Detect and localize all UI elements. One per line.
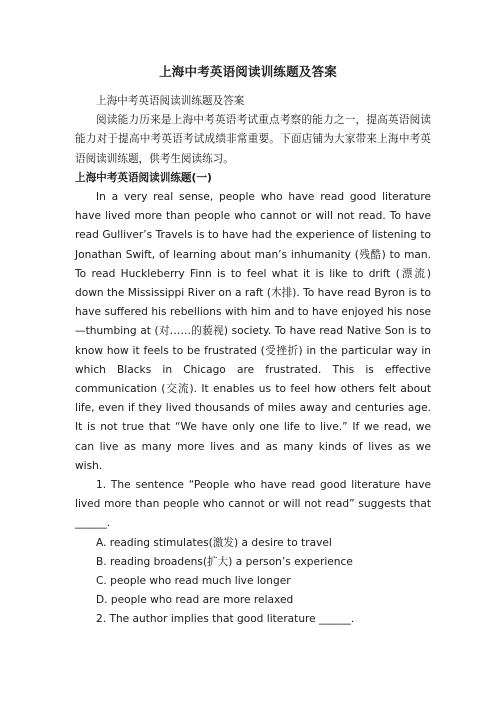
option-d: D. people who read are more relaxed	[96, 594, 294, 607]
option-a: A. reading stimulates(激发) a desire to travel	[96, 536, 332, 549]
question-2: 2. The author implies that good literature ______.	[96, 613, 355, 626]
reading-passage: In a very real sense, people who have read good literature have lived more than people who cannot or will not read. To have read Gulliver’s Travels is to have had the experience of listening to Jonathan Swift, of learning about man’s inhumanity (残酷) to man. To read Huckleberry Finn is to feel what it is like to drift (漂流) down the Mississippi River on a raft (木排). To have read Byron is to have suffered his rebellions with him and to have enjoyed his nose—thumbing at (对……的藐视) society. To have read Native Son is to know how it feels to be frustrated (受挫折) in the particular way in which Blacks in Chicago are frustrated. This is effective communication (交流). It enables us to feel how others felt about life, even if they lived thousands of miles away and centuries age. It is not true that “We have only one life to live.” If we read, we can live as many more lives and as many kinds of lives as we wish.	[75, 191, 431, 472]
intro-paragraph: 阅读能力历来是上海中考英语考试重点考察的能力之一，提高英语阅读能力对于提高中考英语考试成绩非常重要。下面店铺为大家带来上海中考英语阅读训练题，供考生阅读练习。	[75, 114, 431, 165]
document-subtitle: 上海中考英语阅读训练题及答案	[96, 95, 245, 107]
section-heading: 上海中考英语阅读训练题(一)	[75, 171, 212, 184]
option-b: B. reading broadens(扩大) a person’s experience	[96, 555, 353, 568]
option-c: C. people who read much live longer	[96, 575, 291, 588]
document-body	[75, 92, 431, 630]
document-title: 上海中考英语阅读训练题及答案	[159, 64, 337, 79]
question-1: 1. The sentence “People who have read good literature have lived more than people who cannot or will not read” suggests that ______.	[75, 479, 431, 530]
